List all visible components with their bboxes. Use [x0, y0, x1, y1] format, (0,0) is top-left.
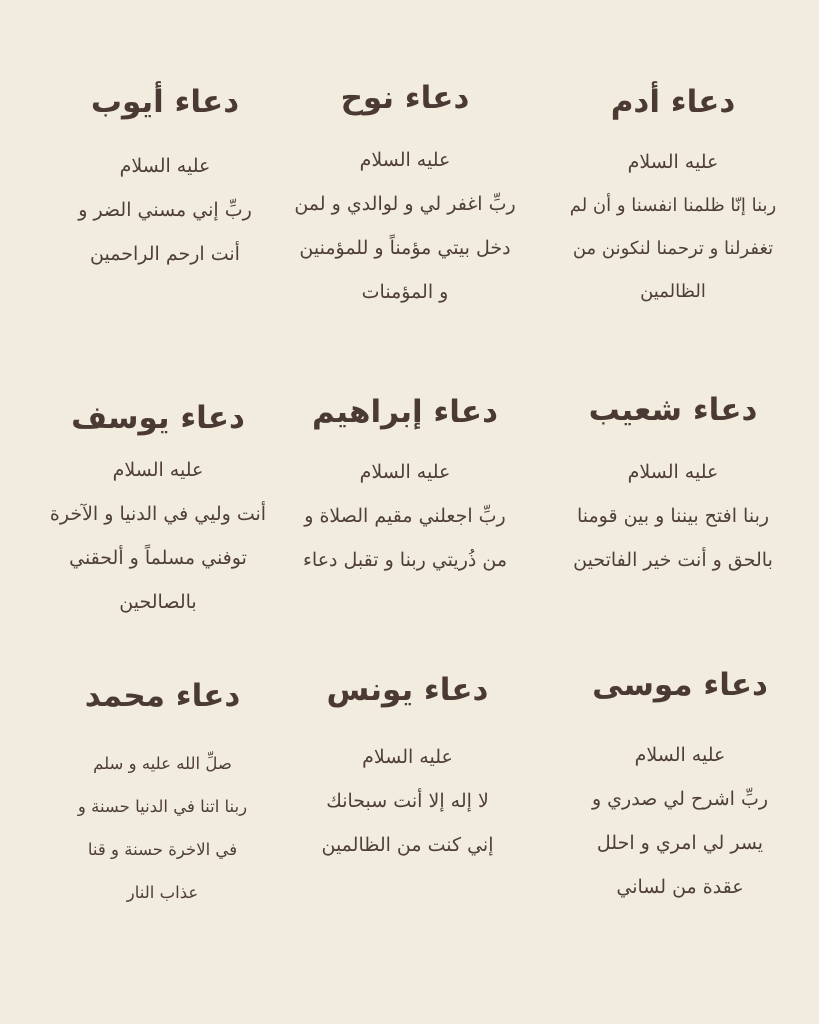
dua-title: دعاء موسى: [592, 667, 768, 703]
dua-line: في الاخرة حسنة و قنا: [87, 840, 238, 859]
dua-title: دعاء نوح: [340, 80, 470, 116]
dua-line: لا إله إلا أنت سبحانك: [326, 790, 489, 812]
dua-line: من ذُريتي ربنا و تقبل دعاء: [302, 549, 508, 571]
dua-title: دعاء إبراهيم: [312, 394, 498, 430]
dua-line: عليه السلام: [359, 461, 451, 483]
dua-line: تغفرلنا و ترحمنا لنكونن من: [572, 238, 774, 259]
dua-title: دعاء أدم: [610, 84, 736, 120]
dua-line: يسر لي امري و احلل: [596, 832, 764, 854]
dua-title: دعاء أيوب: [90, 84, 240, 120]
dua-line: عليه السلام: [112, 459, 204, 481]
dua-card-ibrahim: [285, 392, 525, 582]
dua-line: دخل بيتي مؤمناً و للمؤمنين: [299, 237, 511, 259]
dua-title: دعاء شعيب: [588, 392, 758, 428]
dua-line: ربِّ اغفر لي و لوالدي و لمن: [294, 193, 516, 215]
dua-title: دعاء يوسف: [71, 400, 245, 436]
dua-card-yunus: [295, 670, 520, 867]
dua-line: الظالمين: [640, 281, 706, 302]
dua-card-yusuf: [32, 398, 284, 624]
dua-line: إني كنت من الظالمين: [321, 834, 494, 856]
dua-line: توفني مسلماً و ألحقني: [69, 547, 247, 569]
dua-line: عقدة من لساني: [616, 876, 744, 898]
dua-line: عليه السلام: [362, 746, 453, 768]
dua-title: دعاء محمد: [84, 678, 241, 714]
dua-line: ربِّ اشرح لي صدري و: [591, 788, 769, 810]
dua-line: صلِّ الله عليه و سلم: [93, 754, 232, 773]
dua-line: و المؤمنات: [361, 281, 449, 303]
dua-line: بالحق و أنت خير الفاتحين: [573, 549, 773, 571]
dua-line: ربنا افتح بيننا و بين قومنا: [576, 505, 770, 527]
dua-line: بالصالحين: [119, 591, 197, 613]
dua-line: عليه السلام: [359, 149, 451, 171]
dua-card-musa: [565, 665, 795, 909]
dua-line: ربِّ إني مسني الضر و: [78, 199, 252, 221]
dua-line: عليه السلام: [634, 744, 726, 766]
dua-card-ayyub: [50, 82, 280, 276]
dua-line: عذاب النار: [126, 883, 199, 902]
dua-line: أنت ارحم الراحمين: [90, 243, 240, 265]
dua-line: أنت وليي في الدنيا و الآخرة: [49, 503, 267, 525]
dua-card-muhammad: [50, 676, 275, 914]
dua-line: ربنا إنّا ظلمنا انفسنا و أن لم: [569, 195, 777, 216]
dua-line: ربنا اتنا في الدنيا حسنة و: [77, 797, 248, 816]
dua-title: دعاء يونس: [326, 672, 489, 708]
dua-card-shuayb: [555, 390, 791, 582]
dua-card-nuh: [285, 78, 525, 314]
dua-line: ربِّ اجعلني مقيم الصلاة و: [304, 505, 506, 527]
dua-line: عليه السلام: [627, 461, 719, 483]
dua-card-adam: [555, 82, 791, 313]
dua-line: عليه السلام: [119, 155, 211, 177]
dua-line: عليه السلام: [627, 151, 719, 173]
